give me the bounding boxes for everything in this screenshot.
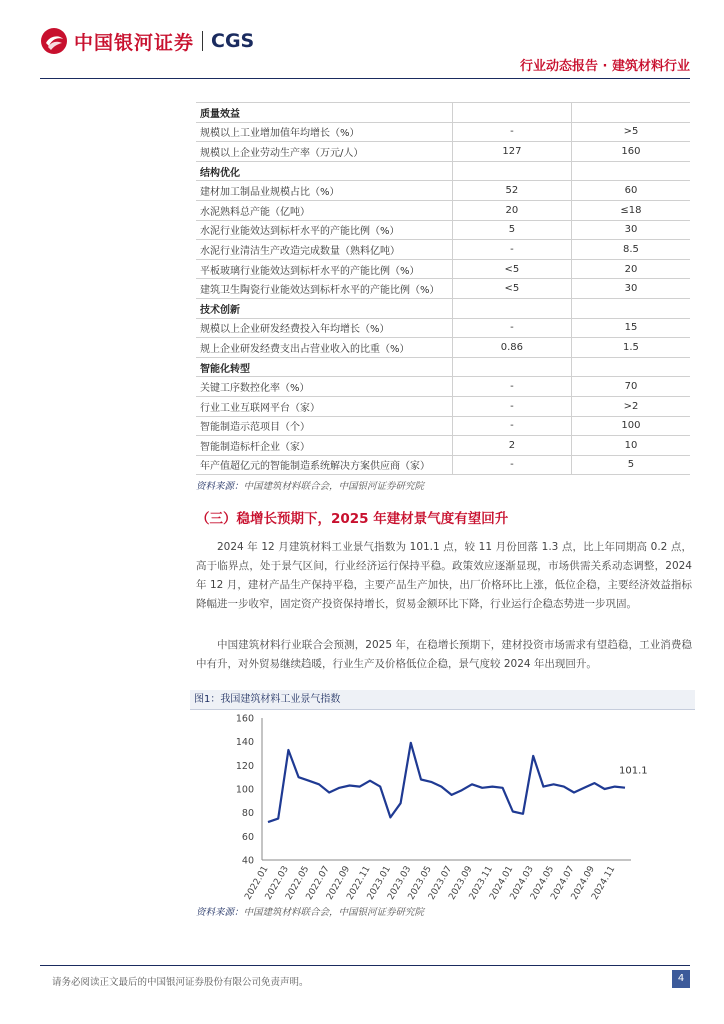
table-row	[196, 240, 690, 260]
target-2025-cell: 60	[571, 181, 690, 201]
section-title: （三）稳增长预期下，2025 年建材景气度有望回升	[196, 511, 509, 527]
x-tick-label: 2022.03	[263, 864, 291, 902]
logo-divider	[202, 31, 203, 51]
target-2025-cell	[571, 298, 690, 318]
value-2020-cell: 52	[452, 181, 571, 201]
table-row	[196, 259, 690, 279]
y-tick-label: 160	[235, 713, 254, 725]
target-2025-cell: >2	[571, 396, 690, 416]
header-divider	[40, 78, 690, 79]
table-category-row	[196, 357, 690, 377]
x-tick-label: 2022.01	[243, 864, 271, 902]
x-tick-label: 2024.05	[528, 864, 557, 902]
target-2025-cell: 160	[571, 142, 690, 162]
indicator-name-cell: 水泥行业清洁生产改造完成数量（熟料亿吨）	[196, 240, 452, 260]
indicator-name-cell: 建筑卫生陶瓷行业能效达到标杆水平的产能比例（%）	[196, 279, 452, 299]
value-2020-cell: -	[452, 240, 571, 260]
value-2020-cell: -	[452, 377, 571, 397]
indicator-name-cell: 行业工业互联网平台（家）	[196, 396, 452, 416]
indicator-name-cell: 技术创新	[196, 298, 452, 318]
value-2020-cell	[452, 103, 571, 123]
y-tick-label: 40	[241, 855, 254, 867]
value-2020-cell: 0.86	[452, 338, 571, 358]
target-2025-cell: 15	[571, 318, 690, 338]
target-2025-cell: 30	[571, 220, 690, 240]
y-tick-label: 140	[235, 737, 254, 749]
value-2020-cell	[452, 298, 571, 318]
value-2020-cell: 127	[452, 142, 571, 162]
table-row	[196, 338, 690, 358]
target-2025-cell: 30	[571, 279, 690, 299]
source-label: 资料来源：	[196, 481, 244, 492]
x-tick-label: 2024.07	[549, 864, 577, 902]
y-tick-label: 120	[235, 760, 254, 772]
value-2020-cell: -	[452, 318, 571, 338]
target-2025-cell: 10	[571, 436, 690, 456]
indicator-name-cell: 规模以上工业增加值年均增长（%）	[196, 122, 452, 142]
target-2025-cell: 1.5	[571, 338, 690, 358]
indicator-name-cell: 质量效益	[196, 103, 452, 123]
series-line	[268, 743, 625, 822]
y-tick-label: 100	[235, 784, 254, 796]
indicator-name-cell: 水泥熟料总产能（亿吨）	[196, 200, 452, 220]
indicator-name-cell: 平板玻璃行业能效达到标杆水平的产能比例（%）	[196, 259, 452, 279]
y-tick-label: 60	[241, 831, 254, 843]
figure-source-text: 中国建筑材料联合会，中国银河证券研究院	[243, 907, 425, 918]
logo-text-cn: 中国银河证券	[74, 31, 195, 54]
logo-text-en: CGS	[211, 30, 255, 52]
table-row	[196, 377, 690, 397]
table-category-row	[196, 161, 690, 181]
footer-divider	[40, 965, 690, 966]
x-tick-label: 2022.05	[284, 864, 312, 902]
value-2020-cell: -	[452, 416, 571, 436]
value-2020-cell: 5	[452, 220, 571, 240]
indicator-name-cell: 结构优化	[196, 161, 452, 181]
value-2020-cell: <5	[452, 279, 571, 299]
x-tick-label: 2024.11	[590, 864, 618, 902]
page-number: 4	[672, 970, 690, 988]
value-2020-cell: <5	[452, 259, 571, 279]
paragraph-1: 2024 年 12 月建筑材料工业景气指数为 101.1 点，较 11 月份回落 1.3 点，比上年同期高 0.2 点，高于临界点，处于景气区间，行业经济运行保持平稳。政策效应逐渐显现，市场供需关系动态调整，2024 年 12 月，建材产品生产保持平稳，主要产品生产加快，出厂价格环比上涨，低位企稳，主要经济效益指标降幅进一步收窄，固定资产投资保持增长，贸易金额环比下降，行业运行企稳态势进一步巩固。	[196, 541, 692, 610]
value-2020-cell: -	[452, 122, 571, 142]
x-tick-label: 2022.09	[324, 864, 353, 902]
indicator-name-cell: 规模以上企业劳动生产率（万元/人）	[196, 142, 452, 162]
figure-title: 图1：我国建筑材料工业景气指数	[190, 690, 695, 710]
target-2025-cell: 5	[571, 455, 690, 475]
footer-disclaimer: 请务必阅读正文最后的中国银河证券股份有限公司免责声明。	[52, 977, 309, 988]
table-row	[196, 396, 690, 416]
target-2025-cell: 70	[571, 377, 690, 397]
target-2025-cell: 8.5	[571, 240, 690, 260]
value-2020-cell: -	[452, 396, 571, 416]
table-row	[196, 122, 690, 142]
table-row	[196, 220, 690, 240]
report-type: 行业动态报告 · 建筑材料行业	[520, 59, 690, 74]
table-row	[196, 279, 690, 299]
indicator-name-cell: 规上企业研发经费支出占营业收入的比重（%）	[196, 338, 452, 358]
target-2025-cell: 100	[571, 416, 690, 436]
value-2020-cell	[452, 161, 571, 181]
indicator-name-cell: 智能制造示范项目（个）	[196, 416, 452, 436]
table-row	[196, 318, 690, 338]
table-row	[196, 181, 690, 201]
galaxy-logo-icon	[40, 27, 68, 55]
table-row	[196, 200, 690, 220]
target-2025-cell: ≤18	[571, 200, 690, 220]
last-value-label: 101.1	[619, 765, 648, 777]
value-2020-cell: 20	[452, 200, 571, 220]
target-2025-cell: 20	[571, 259, 690, 279]
y-tick-label: 80	[241, 808, 254, 820]
company-logo	[40, 26, 254, 56]
value-2020-cell	[452, 357, 571, 377]
x-tick-label: 2024.01	[488, 864, 516, 902]
x-tick-label: 2023.09	[447, 864, 475, 902]
x-tick-label: 2024.09	[569, 864, 597, 902]
table-category-row	[196, 103, 690, 123]
paragraph-2: 中国建筑材料行业联合会预测，2025 年，在稳增长预期下，建材投资市场需求有望趋稳，工业消费稳中有升，对外贸易继续趋暖，行业生产及价格低位企稳，景气度较 2024 年出现回升。	[196, 639, 692, 670]
indicator-name-cell: 智能制造标杆企业（家）	[196, 436, 452, 456]
table-row	[196, 142, 690, 162]
x-tick-label: 2023.05	[406, 864, 434, 902]
x-tick-label: 2022.07	[304, 864, 332, 902]
x-tick-label: 2023.11	[467, 864, 495, 902]
indicator-name-cell: 关键工序数控化率（%）	[196, 377, 452, 397]
value-2020-cell: 2	[452, 436, 571, 456]
x-tick-label: 2023.07	[426, 864, 455, 902]
source-text: 中国建筑材料联合会，中国银河证券研究院	[243, 481, 425, 492]
x-tick-label: 2023.01	[365, 864, 393, 902]
table-category-row	[196, 298, 690, 318]
table-row	[196, 436, 690, 456]
target-2025-cell: >5	[571, 122, 690, 142]
value-2020-cell: -	[452, 455, 571, 475]
target-2025-cell	[571, 161, 690, 181]
target-2025-cell	[571, 103, 690, 123]
table-source	[196, 478, 424, 492]
table-row	[196, 455, 690, 475]
indicator-name-cell: 水泥行业能效达到标杆水平的产能比例（%）	[196, 220, 452, 240]
target-2025-cell	[571, 357, 690, 377]
figure-source	[196, 904, 424, 918]
indicator-name-cell: 建材加工制品业规模占比（%）	[196, 181, 452, 201]
x-tick-label: 2023.03	[386, 864, 414, 902]
indicator-name-cell: 规模以上企业研发经费投入年均增长（%）	[196, 318, 452, 338]
indicator-name-cell: 年产值超亿元的智能制造系统解决方案供应商（家）	[196, 455, 452, 475]
x-tick-label: 2024.03	[508, 864, 536, 902]
figure-source-label: 资料来源：	[196, 907, 244, 918]
x-tick-label: 2022.11	[345, 864, 373, 902]
table-row	[196, 416, 690, 436]
indicator-name-cell: 智能化转型	[196, 357, 452, 377]
prosperity-index-chart	[190, 712, 695, 902]
indicator-table	[196, 102, 690, 475]
